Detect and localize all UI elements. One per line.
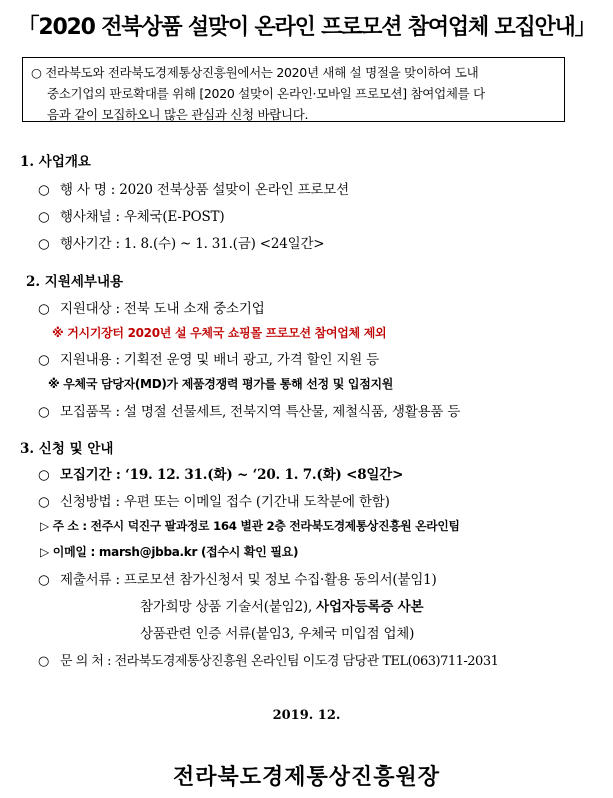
content-text: 지원내용 : 기획전 운영 및 배너 광고, 가격 할인 지원 등	[60, 352, 380, 368]
contact-row	[38, 650, 498, 669]
period-text: 행사기간 : 1. 8.(수) ~ 1. 31.(금) <24일간>	[60, 236, 325, 252]
section-1-heading: 1. 사업개요	[20, 154, 91, 170]
signature: 전라북도경제통상진흥원장	[172, 764, 441, 790]
md-note: ※ 우체국 담당자(MD)가 제품경쟁력 평가를 통해 선정 및 입점지원	[48, 377, 394, 391]
content-row	[38, 348, 379, 368]
method-text: 신청방법 : 우편 또는 이메일 접수 (기간내 도착분에 한함)	[60, 494, 390, 510]
docs-row-2	[140, 595, 423, 615]
docs-row	[38, 568, 437, 588]
bullet-icon: ○	[38, 352, 50, 368]
channel-text: 행사채널 : 우체국(E-POST)	[60, 209, 225, 225]
docs-text-2: 참가희망 상품 기술서(붙임2),	[140, 599, 317, 615]
address-line: ▷ 주 소 : 전주시 덕진구 팔과정로 164 별관 2층 전라북도경제통상진흥원 온라인팀	[40, 519, 460, 533]
event-name-row	[38, 178, 349, 198]
bullet-icon: ○	[38, 301, 50, 317]
contact-text: 문 의 처 : 전라북도경제통상진흥원 온라인팀 이도경 담당관 TEL(063)711-2031	[60, 654, 499, 669]
email-line: ▷ 이메일 : marsh@jbba.kr (접수시 확인 필요)	[40, 545, 299, 559]
target-row	[38, 297, 265, 317]
bullet-icon: ○	[38, 467, 50, 483]
section-2-heading: 2. 지원세부내용	[26, 274, 124, 290]
items-row	[38, 400, 460, 420]
recruit-period-text: 모집기간 : ‘19. 12. 31.(화) ~ ‘20. 1. 7.(화) <8일간>	[60, 467, 404, 483]
items-text: 모집품목 : 설 명절 선물세트, 전북지역 특산물, 제철식품, 생활용품 등	[60, 404, 461, 420]
intro-line-2: 중소기업의 판로확대를 위해 [2020 설맞이 온라인·모바일 프로모션] 참여업체를 다	[47, 86, 485, 101]
bullet-icon: ○	[38, 494, 50, 510]
bullet-icon: ○	[38, 404, 50, 420]
intro-line-3: 음과 같이 모집하오니 많은 관심과 신청 바랍니다.	[47, 107, 309, 122]
event-name-text: 행 사 명 : 2020 전북상품 설맞이 온라인 프로모션	[60, 182, 349, 198]
docs-text-1: 제출서류 : 프로모션 참가신청서 및 정보 수집·활용 동의서(붙임1)	[60, 572, 437, 588]
business-registration-text: 사업자등록증 사본	[316, 599, 424, 615]
recruit-period-row	[38, 463, 403, 483]
method-row	[38, 490, 390, 510]
channel-row	[38, 205, 224, 225]
bullet-icon: ○	[38, 654, 49, 669]
intro-box	[22, 57, 565, 122]
intro-line-1: ○ 전라북도와 전라북도경제통상진흥원에서는 2020년 새해 설 명절을 맞이하여 도내	[31, 65, 479, 80]
bullet-icon: ○	[38, 236, 50, 252]
exclusion-note: ※ 거시기장터 2020년 설 우체국 쇼핑몰 프로모션 참여업체 제외	[52, 326, 387, 340]
bullet-icon: ○	[38, 182, 50, 198]
page-title: 「2020 전북상품 설맞이 온라인 프로모션 참여업체 모집안내」	[17, 15, 596, 40]
docs-row-3: 상품관련 인증 서류(붙임3, 우체국 미입점 업체)	[140, 626, 415, 642]
bullet-icon: ○	[38, 572, 50, 588]
section-3-heading: 3. 신청 및 안내	[20, 441, 114, 457]
bullet-icon: ○	[38, 209, 50, 225]
issue-date: 2019. 12.	[272, 708, 341, 723]
target-text: 지원대상 : 전북 도내 소재 중소기업	[60, 301, 265, 317]
period-row	[38, 232, 324, 252]
